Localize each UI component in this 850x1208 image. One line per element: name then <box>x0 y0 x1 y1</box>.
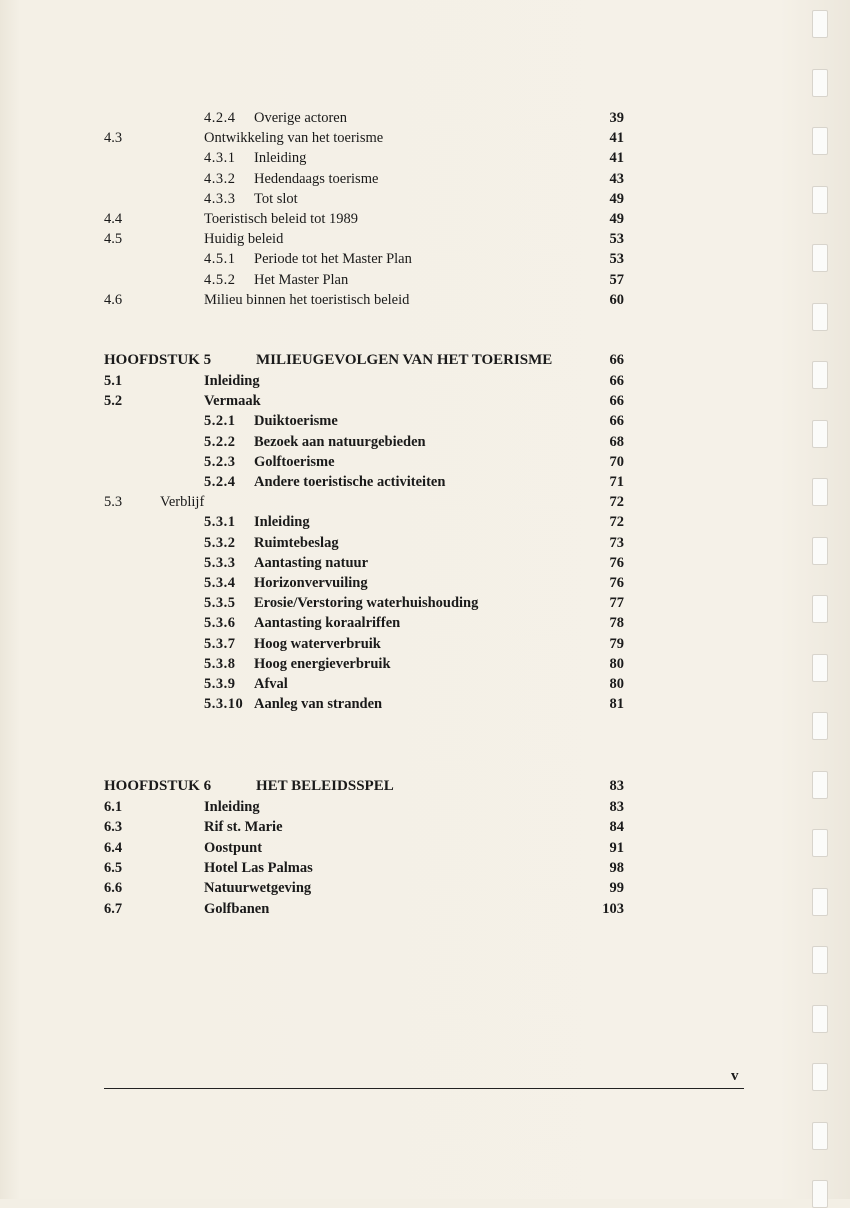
page-number: 103 <box>602 900 624 917</box>
entry-title: Aantasting koraalriffen <box>254 615 401 632</box>
page-number: 68 <box>609 433 624 450</box>
page-number: 98 <box>609 859 624 876</box>
binding-hole <box>812 10 828 38</box>
binding-hole <box>812 244 828 272</box>
toc-entry <box>0 573 640 593</box>
page-number: 83 <box>609 799 624 815</box>
binding-hole <box>812 771 828 799</box>
binding-hole <box>812 303 828 331</box>
entry-title: Bezoek aan natuurgebieden <box>254 433 426 450</box>
toc-entry <box>0 391 640 411</box>
toc-entry <box>0 108 640 128</box>
toc-entry <box>0 472 640 492</box>
entry-title: Afval <box>254 676 288 692</box>
page-number: 66 <box>609 393 624 410</box>
subsection-number: 4.3.3 <box>204 190 236 207</box>
page-number: 72 <box>609 494 624 511</box>
toc-entry <box>0 432 640 452</box>
entry-title: Ontwikkeling van het toerisme <box>204 130 384 147</box>
entry-title: Aanleg van stranden <box>254 696 383 713</box>
subsection-number: 4.5.1 <box>204 251 236 268</box>
binding-hole <box>812 1063 828 1091</box>
entry-title: Duiktoerisme <box>254 413 338 430</box>
page-number: 41 <box>609 150 624 167</box>
binding-hole <box>812 1005 828 1033</box>
chapter-label: HOOFDSTUK 6 <box>104 778 212 794</box>
entry-title: Andere toeristische activiteiten <box>254 474 446 490</box>
page-number: 57 <box>609 271 624 288</box>
toc-entry <box>0 148 640 168</box>
binding-hole <box>812 712 828 740</box>
chapter-title: MILIEUGEVOLGEN VAN HET TOERISME <box>256 352 553 368</box>
entry-title: Overige actoren <box>254 110 347 126</box>
chapter-6-heading <box>0 776 640 796</box>
chapter-title: HET BELEIDSSPEL <box>256 778 394 794</box>
binding-hole <box>812 888 828 916</box>
page-number: 77 <box>609 595 624 612</box>
section-number: 6.5 <box>104 859 123 876</box>
page-number: 53 <box>609 231 624 248</box>
binding-hole <box>812 361 828 389</box>
binding-hole <box>812 1122 828 1150</box>
toc-entry <box>0 189 640 209</box>
entry-title: Tot slot <box>254 190 298 207</box>
entry-title: Toeristisch beleid tot 1989 <box>204 211 359 227</box>
page-number: 43 <box>609 170 624 187</box>
section-number: 5.2 <box>104 393 123 410</box>
subsection-number: 5.3.7 <box>204 635 236 652</box>
page-number: 73 <box>609 534 624 551</box>
entry-title: Hoog waterverbruik <box>254 635 381 652</box>
section-number: 6.3 <box>104 819 123 836</box>
entry-title: Inleiding <box>254 514 310 531</box>
entry-title: Het Master Plan <box>254 271 349 288</box>
section-number: 6.6 <box>104 880 123 897</box>
page-number: 76 <box>609 575 624 591</box>
subsection-number: 5.2.3 <box>204 453 236 470</box>
section-number: 4.5 <box>104 231 123 248</box>
entry-title: Hotel Las Palmas <box>204 859 313 876</box>
subsection-number: 5.3.1 <box>204 514 236 531</box>
toc-entry <box>0 169 640 189</box>
toc-entry <box>0 694 640 714</box>
subsection-number: 5.3.3 <box>204 554 236 571</box>
page-number: 70 <box>609 453 624 470</box>
toc-entry <box>0 878 640 898</box>
entry-title: Vermaak <box>204 393 261 410</box>
toc-entry <box>0 674 640 694</box>
footer-rule <box>104 1088 744 1089</box>
binding-hole <box>812 654 828 682</box>
chapter-5-heading <box>0 350 640 370</box>
subsection-number: 5.3.10 <box>204 696 244 713</box>
toc-entry <box>0 452 640 472</box>
entry-title: Hedendaags toerisme <box>254 170 379 187</box>
toc-entry <box>0 492 640 512</box>
binding-hole <box>812 829 828 857</box>
subsection-number: 5.3.5 <box>204 595 236 612</box>
page-number: 99 <box>609 880 624 897</box>
page-number: 80 <box>609 676 624 692</box>
binding-hole <box>812 186 828 214</box>
page-number: 49 <box>609 190 624 207</box>
binding-hole <box>812 946 828 974</box>
section-number: 6.1 <box>104 799 123 815</box>
section-number: 6.7 <box>104 900 123 917</box>
toc-entry <box>0 371 640 391</box>
subsection-number: 5.3.9 <box>204 676 236 692</box>
entry-title: Natuurwetgeving <box>204 880 312 897</box>
page-number: 76 <box>609 554 624 571</box>
toc-entry <box>0 634 640 654</box>
section-number: 6.4 <box>104 839 123 856</box>
binding-hole <box>812 1180 828 1208</box>
subsection-number: 5.3.8 <box>204 655 236 672</box>
page-number: 41 <box>609 130 624 147</box>
page-number: 79 <box>609 635 624 652</box>
entry-title: Golfbanen <box>204 900 270 917</box>
entry-title: Aantasting natuur <box>254 554 369 571</box>
entry-title: Hoog energieverbruik <box>254 655 391 672</box>
toc-entry <box>0 817 640 837</box>
subsection-number: 5.2.2 <box>204 433 236 450</box>
binding-hole <box>812 69 828 97</box>
page-number: 39 <box>609 110 624 126</box>
subsection-number: 5.3.6 <box>204 615 236 632</box>
section-number: 4.3 <box>104 130 123 147</box>
toc-entry <box>0 128 640 148</box>
subsection-number: 5.2.4 <box>204 474 236 490</box>
page-number: 83 <box>609 778 624 794</box>
toc-entry <box>0 553 640 573</box>
binding-hole <box>812 478 828 506</box>
entry-title: Huidig beleid <box>204 231 284 248</box>
entry-title: Inleiding <box>254 150 307 167</box>
page-number: 60 <box>609 291 624 308</box>
toc-entry <box>0 209 640 229</box>
entry-title: Periode tot het Master Plan <box>254 251 412 268</box>
entry-title: Verblijf <box>160 494 205 511</box>
toc-entry <box>0 593 640 613</box>
section-number: 4.6 <box>104 291 123 308</box>
page-number: 66 <box>609 352 624 368</box>
entry-title: Horizonvervuiling <box>254 575 368 591</box>
subsection-number: 4.5.2 <box>204 271 236 288</box>
subsection-number: 4.2.4 <box>204 110 236 126</box>
page-number: 71 <box>609 474 624 490</box>
entry-title: Inleiding <box>204 373 260 389</box>
toc-entry <box>0 229 640 249</box>
binding-hole <box>812 537 828 565</box>
subsection-number: 5.2.1 <box>204 413 236 430</box>
page-number: 66 <box>609 373 624 389</box>
section-number: 5.3 <box>104 494 123 511</box>
subsection-number: 4.3.2 <box>204 170 236 187</box>
binding-hole <box>812 420 828 448</box>
page-number: 78 <box>609 615 624 632</box>
toc-entry <box>0 533 640 553</box>
section-number: 4.4 <box>104 211 123 227</box>
toc-entry <box>0 613 640 633</box>
page-number: 49 <box>609 211 624 227</box>
toc-entry <box>0 838 640 858</box>
page-number: 72 <box>609 514 624 531</box>
binding-hole <box>812 127 828 155</box>
toc-entry <box>0 899 640 919</box>
toc-entry <box>0 290 640 310</box>
subsection-number: 5.3.4 <box>204 575 236 591</box>
page-number: 66 <box>609 413 624 430</box>
toc-entry <box>0 411 640 431</box>
chapter-label: HOOFDSTUK 5 <box>104 352 212 368</box>
footer-page-number: v <box>731 1068 739 1084</box>
page-number: 91 <box>609 839 624 856</box>
entry-title: Milieu binnen het toeristisch beleid <box>204 291 410 308</box>
toc-entry <box>0 858 640 878</box>
entry-title: Erosie/Verstoring waterhuishouding <box>254 595 479 612</box>
toc-entry <box>0 797 640 817</box>
page-number: 53 <box>609 251 624 268</box>
toc-entry <box>0 512 640 532</box>
entry-title: Oostpunt <box>204 839 263 856</box>
toc-entry <box>0 270 640 290</box>
toc-entry <box>0 654 640 674</box>
entry-title: Golftoerisme <box>254 453 335 470</box>
toc-entry <box>0 249 640 269</box>
page-number: 80 <box>609 655 624 672</box>
binding-hole <box>812 595 828 623</box>
subsection-number: 5.3.2 <box>204 534 236 551</box>
subsection-number: 4.3.1 <box>204 150 236 167</box>
page-number: 81 <box>609 696 624 713</box>
entry-title: Ruimtebeslag <box>254 534 339 551</box>
entry-title: Inleiding <box>204 799 260 815</box>
section-number: 5.1 <box>104 373 123 389</box>
entry-title: Rif st. Marie <box>204 819 283 836</box>
page-number: 84 <box>609 819 624 836</box>
